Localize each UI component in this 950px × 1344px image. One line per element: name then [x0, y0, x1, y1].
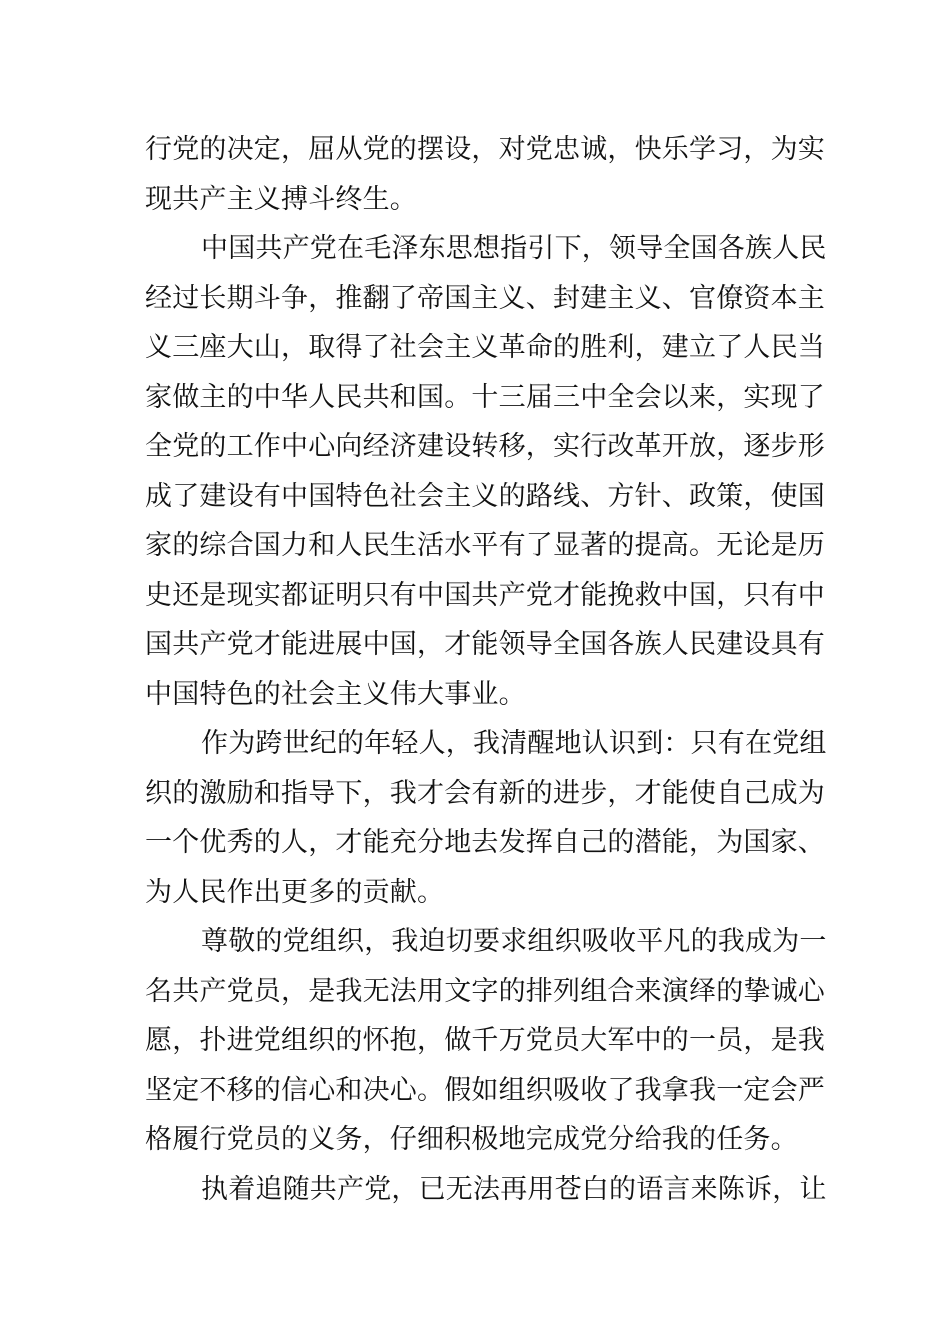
text-line: 一个优秀的人，才能充分地去发挥自己的潜能，为国家、: [145, 827, 825, 858]
text-line: 行党的决定，屈从党的摆设，对党忠诚，快乐学习，为实: [145, 134, 825, 165]
text-line: 家的综合国力和人民生活水平有了显著的提高。无论是历: [145, 530, 825, 561]
text-line: 格履行党员的义务，仔细积极地完成党分给我的任务。: [145, 1124, 798, 1155]
text-line: 中国共产党在毛泽东思想指引下，领导全国各族人民: [201, 233, 827, 264]
text-line: 名共产党员，是我无法用文字的排列组合来演绎的挚诚心: [145, 975, 825, 1007]
text-line: 作为跨世纪的年轻人，我清醒地认识到：只有在党组: [201, 728, 827, 759]
text-line: 现共产主义搏斗终生。: [145, 183, 417, 215]
text-line: 织的激励和指导下，我才会有新的进步，才能使自己成为: [145, 777, 825, 809]
text-line: 为人民作出更多的贡献。: [145, 876, 445, 908]
document-body: [145, 125, 827, 1214]
text-line: 经过长期斗争，推翻了帝国主义、封建主义、官僚资本主: [145, 282, 825, 314]
text-line: 中国特色的社会主义伟大事业。: [145, 678, 526, 710]
text-line: 家做主的中华人民共和国。十三届三中全会以来，实现了: [145, 381, 825, 413]
text-line: 成了建设有中国特色社会主义的路线、方针、政策，使国: [145, 480, 825, 512]
text-line: 执着追随共产党，已无法再用苍白的语言来陈诉，让: [201, 1173, 827, 1205]
text-line: 国共产党才能进展中国，才能领导全国各族人民建设具有: [145, 629, 825, 660]
text-line: 史还是现实都证明只有中国共产党才能挽救中国，只有中: [145, 579, 825, 611]
text-line: 愿，扑进党组织的怀抱，做千万党员大军中的一员，是我: [145, 1025, 825, 1056]
text-line: 坚定不移的信心和决心。假如组织吸收了我拿我一定会严: [145, 1074, 825, 1106]
text-line: 义三座大山，取得了社会主义革命的胜利，建立了人民当: [145, 332, 825, 363]
text-line: 全党的工作中心向经济建设转移，实行改革开放，逐步形: [145, 431, 825, 462]
text-line: 尊敬的党组织，我迫切要求组织吸收平凡的我成为一: [201, 926, 827, 957]
